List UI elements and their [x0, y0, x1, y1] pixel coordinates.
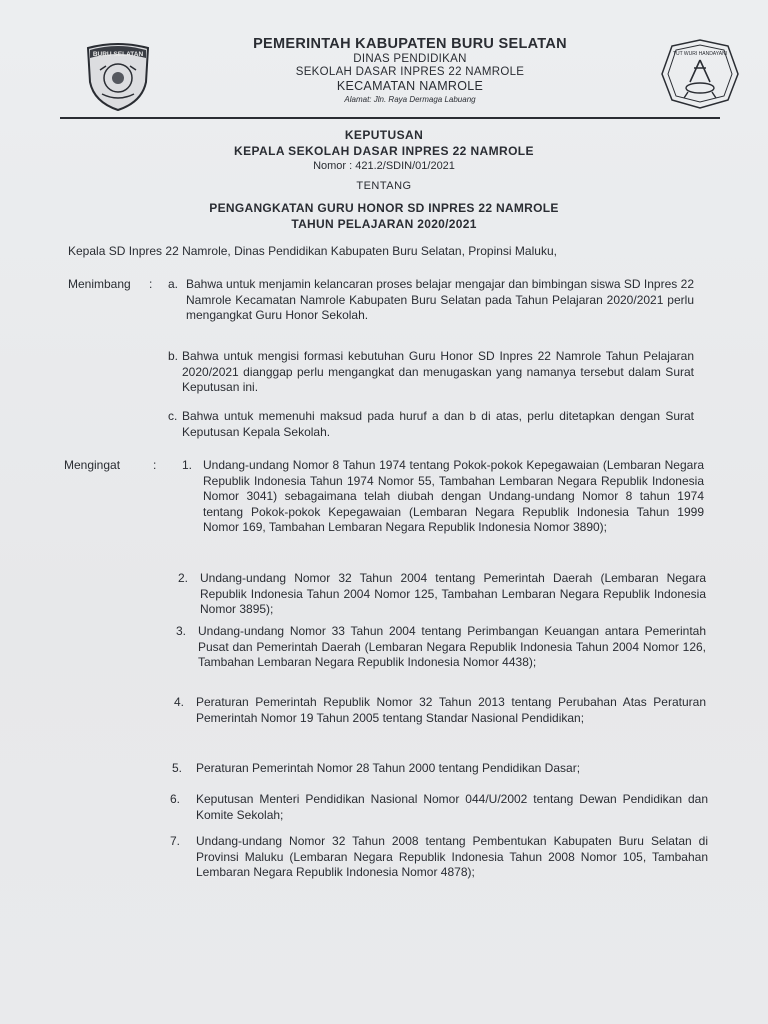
mengingat-item: [178, 571, 706, 619]
letterhead-divider: [60, 117, 720, 119]
item-marker: 5.: [172, 761, 183, 775]
svg-text:BURU SELATAN: BURU SELATAN: [92, 51, 144, 58]
item-marker: a.: [168, 277, 179, 291]
item-text: Undang-undang Nomor 33 Tahun 2004 tentang Perimbangan Keuangan antara Pemerintah Pusat dan Pemerintah Daerah (Lembaran Negara Republik Indonesia Tahun 2004 Nomor 126, Tambahan Lembaran Negara Republik Indonesia Nomor 4438);: [198, 624, 706, 669]
item-text: Bahwa untuk menjamin kelancaran proses belajar mengajar dan bimbingan siswa SD Inpres 22 Namrole Kecamatan Namrole Kabupaten Buru Selatan pada Tahun Pelajaran 2020/2021 perlu mengangkat Guru Honor Sekolah.: [186, 277, 694, 322]
item-text: Undang-undang Nomor 8 Tahun 1974 tentang Pokok-pokok Kepegawaian (Lembaran Negara Republik Indonesia Tahun 1974 Nomor 55, Tambahan Lembaran Negara Republik Indonesia Nomor 3041) sebagaimana telah diubah dengan Undang-undang Nomor 8 tahun 1974 tentang Pokok-pokok Kepegawaian (Lembaran Negara Republik Indonesia Tahun 1999 Nomor 169, Tambahan Lembaran Negara Republik Indonesia Nomor 3890);: [203, 458, 704, 534]
mengingat-item: [172, 761, 708, 779]
item-marker: c.: [168, 409, 178, 423]
decree-issuer: KEPALA SEKOLAH DASAR INPRES 22 NAMROLE: [234, 144, 534, 158]
item-text: Peraturan Pemerintah Nomor 28 Tahun 2000 tentang Pendidikan Dasar;: [196, 761, 581, 775]
letterhead-government: PEMERINTAH KABUPATEN BURU SELATAN: [253, 36, 567, 52]
decree-heading: KEPUTUSAN: [344, 128, 424, 142]
item-marker: 2.: [178, 571, 189, 585]
decree-subject-line2: TAHUN PELAJARAN 2020/2021: [291, 217, 477, 231]
menimbang-label: Menimbang: [68, 277, 131, 291]
mengingat-label: Mengingat: [64, 458, 121, 472]
mengingat-item: [182, 458, 704, 554]
item-text: Bahwa untuk memenuhi maksud pada huruf a dan b di atas, perlu ditetapkan dengan Surat Keputusan Kepala Sekolah.: [182, 409, 694, 439]
svg-text:TUT WURI HANDAYANI: TUT WURI HANDAYANI: [672, 51, 728, 57]
menimbang-item: [168, 349, 694, 397]
letterhead-department: DINAS PENDIDIKAN: [353, 53, 467, 65]
menimbang-colon: :: [149, 277, 153, 291]
tut-wuri-handayani-emblem-icon: [660, 38, 740, 110]
decree-about-label: TENTANG: [356, 180, 412, 192]
letterhead-address: Alamat: Jln. Raya Dermaga Labuang: [344, 95, 476, 104]
item-marker: b.: [168, 349, 179, 363]
item-text: Undang-undang Nomor 32 Tahun 2004 tentang Pemerintah Daerah (Lembaran Negara Republik Indonesia Tahun 2004 Nomor 125, Tambahan Lembaran Negara Republik Indonesia Nomor 3895);: [200, 571, 706, 616]
letterhead-district: KECAMATAN NAMROLE: [336, 79, 484, 93]
item-text: Peraturan Pemerintah Republik Nomor 32 Tahun 2013 tentang Perubahan Atas Peraturan Pemerintah Nomor 19 Tahun 2005 tentang Standar Nasional Pendidikan;: [196, 695, 706, 725]
mengingat-item: [174, 695, 706, 743]
decree-subject-line1: PENGANGKATAN GURU HONOR SD INPRES 22 NAMROLE: [209, 201, 559, 215]
item-marker: 3.: [176, 624, 187, 638]
mengingat-item: [170, 834, 708, 898]
decree-intro: Kepala SD Inpres 22 Namrole, Dinas Pendidikan Kabupaten Buru Selatan, Propinsi Maluku,: [68, 244, 557, 258]
menimbang-item: [168, 277, 694, 339]
letterhead: [60, 32, 740, 120]
mengingat-item: [176, 624, 706, 686]
menimbang-item: [168, 409, 694, 441]
item-text: Undang-undang Nomor 32 Tahun 2008 tentang Pembentukan Kabupaten Buru Selatan di Provinsi Maluku (Lembaran Negara Republik Indonesia Tahun 2008 Nomor 105, Tambahan Lembaran Negara Republik Indonesia Nomor 4878);: [196, 834, 708, 879]
buru-selatan-emblem-icon: [82, 38, 154, 112]
letterhead-school: SEKOLAH DASAR INPRES 22 NAMROLE: [295, 66, 525, 78]
item-marker: 7.: [170, 834, 181, 848]
mengingat-item: [170, 792, 708, 824]
item-marker: 4.: [174, 695, 185, 709]
item-marker: 1.: [182, 458, 193, 472]
mengingat-colon: :: [153, 458, 157, 472]
item-text: Keputusan Menteri Pendidikan Nasional Nomor 044/U/2002 tentang Dewan Pendidikan dan Komite Sekolah;: [196, 792, 708, 822]
item-marker: 6.: [170, 792, 181, 806]
decree-number: Nomor : 421.2/SDIN/01/2021: [313, 160, 455, 172]
item-text: Bahwa untuk mengisi formasi kebutuhan Guru Honor SD Inpres 22 Namrole Tahun Pelajaran 2020/2021 dianggap perlu mengangkat dan menugaskan yang namanya tersebut dalam Surat Keputusan ini.: [182, 349, 694, 394]
